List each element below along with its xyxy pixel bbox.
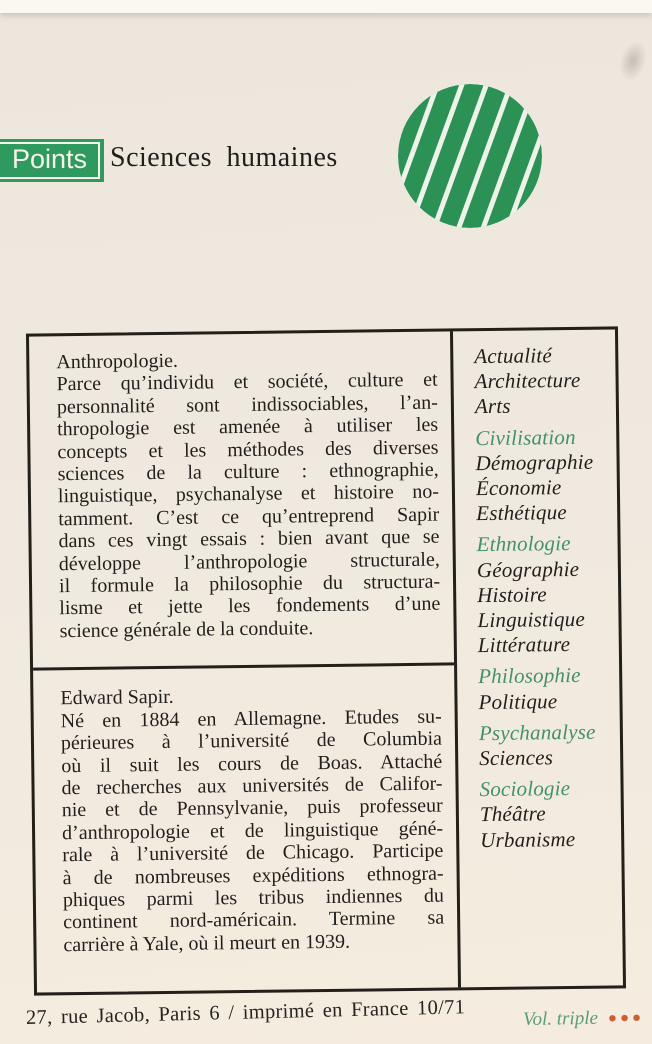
text-line: sciences de la culture : ethnographie,: [57, 458, 439, 486]
points-brand-badge: [0, 139, 104, 182]
category-item: Géographie: [476, 556, 580, 582]
text-line: personnalité sont indissociables, l’an-: [56, 391, 438, 419]
publisher-imprint: 27, rue Jacob, Paris 6 / imprimé en France 10/71: [25, 996, 466, 1029]
book-paragraph: [56, 369, 440, 643]
category-item: Économie: [475, 475, 562, 501]
category-item: Ethnologie: [476, 531, 571, 557]
text-line: continent nord-américain. Termine sa: [63, 906, 445, 934]
volume-badge: [523, 1007, 645, 1031]
volume-dots-icon: ●●●: [607, 1009, 645, 1027]
text-line: nie et de Pennsylvanie, puis professeur: [61, 794, 443, 822]
category-item: Arts: [474, 394, 511, 419]
category-item: Sciences: [479, 745, 554, 771]
text-line: science générale de la conduite.: [59, 617, 314, 643]
category-item: Urbanisme: [480, 826, 576, 852]
author-bio-section: [33, 666, 458, 993]
paper-smudge: [614, 37, 652, 85]
collection-title: Sciences humaines: [110, 142, 338, 173]
category-item: Démographie: [475, 449, 594, 475]
category-item: Sociologie: [479, 776, 571, 802]
category-item: Politique: [478, 688, 558, 714]
text-line: linguistique, psychanalyse et histoire no-: [57, 481, 440, 508]
text-line: où il suit les cours de Boas. Attaché: [61, 750, 443, 777]
book-description-section: [29, 331, 454, 670]
category-item: Architecture: [474, 368, 581, 394]
text-line: thropologie est amenée à utiliser les: [57, 413, 439, 441]
category-item: Théâtre: [479, 801, 546, 827]
book-title: Anthropologie.: [56, 349, 179, 374]
text-line: Né en 1884 en Allemagne. Etudes su-: [60, 705, 442, 732]
text-line: à de nombreuses expéditions ethnogra-: [62, 862, 444, 889]
category-item: Philosophie: [478, 663, 581, 689]
text-line: lisme et jette les fondements d’une: [59, 593, 441, 620]
category-item: Littérature: [477, 632, 571, 658]
text-line: il formule la philosophie du structura-: [58, 570, 441, 598]
info-panel: [26, 326, 626, 995]
text-line: phiques parmi les tribus indiennes du: [62, 884, 445, 912]
text-line: tamment. C’est ce qu’entreprend Sapir: [58, 503, 440, 531]
brand-label: Points: [0, 142, 100, 179]
text-line: Parce qu’individu et société, culture et: [56, 369, 438, 396]
category-item: Psychanalyse: [478, 719, 596, 745]
description-column: [29, 331, 461, 992]
text-line: périeures à l’université de Columbia: [60, 727, 443, 755]
category-item: Civilisation: [475, 424, 576, 450]
page-top-edge: [0, 0, 652, 13]
text-line: carrière à Yale, où il meurt en 1939.: [63, 930, 351, 956]
text-line: rale à l’université de Chicago. Participe: [62, 839, 444, 867]
category-item: Actualité: [474, 343, 553, 369]
volume-label: Vol. triple: [522, 1007, 598, 1031]
category-item: Linguistique: [477, 606, 586, 633]
text-line: développe l’anthropologie structurale,: [58, 548, 440, 575]
text-line: d’anthropologie et de linguistique géné-: [61, 817, 444, 844]
text-line: de recherches aux universités de Califor-: [61, 772, 443, 800]
category-item: Esthétique: [476, 500, 568, 526]
text-line: dans ces vingt essais : bien avant que se: [58, 525, 440, 553]
text-line: concepts et les méthodes des diverses: [57, 436, 439, 463]
categories-column: [453, 329, 623, 987]
striped-circle-icon: [397, 83, 543, 229]
categories-list: [474, 342, 621, 853]
category-item: Histoire: [477, 582, 548, 607]
author-name: Edward Sapir.: [60, 686, 174, 710]
author-paragraph: [61, 705, 445, 956]
